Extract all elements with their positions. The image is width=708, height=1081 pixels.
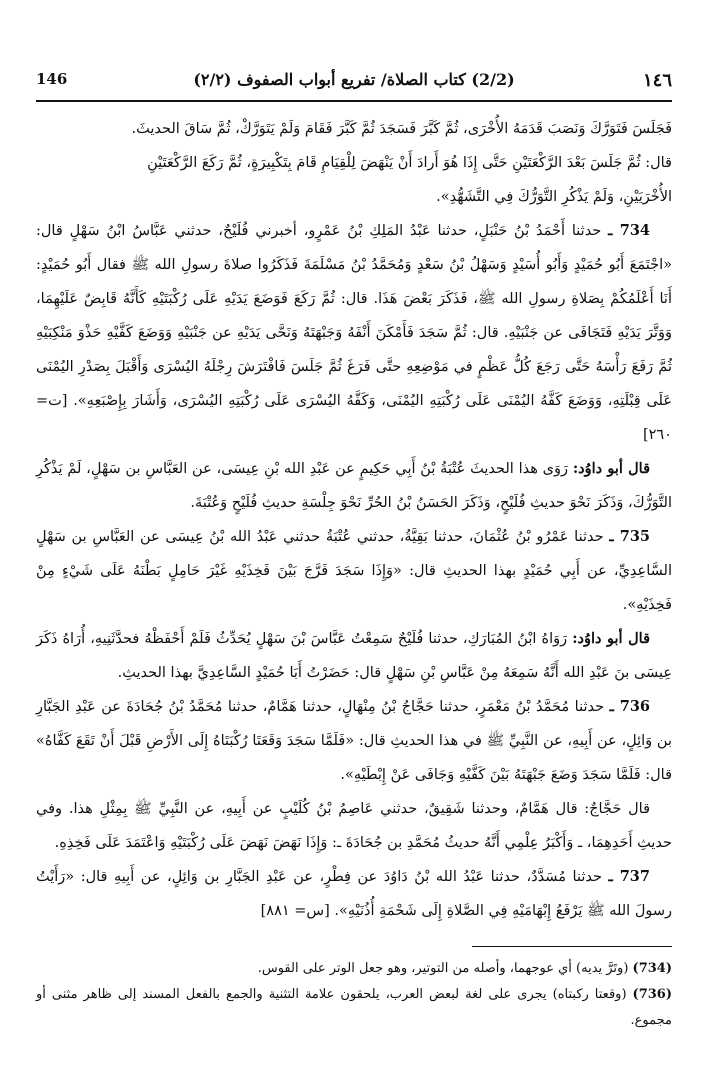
page-number-arabic: ١٤٦ <box>642 70 672 91</box>
page-number-latin: 146 <box>36 70 68 88</box>
hadith-737 <box>36 860 672 928</box>
hadith-number: 734 ـ <box>608 222 651 239</box>
running-title: (2/2) كتاب الصلاة/ تفريع أبواب الصفوف (٢/٢) <box>193 70 515 89</box>
hadith-text: حدثنا مُحَمَّدُ بْنُ مَعْمَرٍ، حدثنا حَجَّاجُ بْنُ مِنْهَالٍ، حدثنا هَمَّامٌ، حدثنا مُحَمَّدُ بْنُ جُحَادَةَ عن عَبْدِ الجَبَّارِ بن وَائِلٍ، عن أَبِيهِ، عن النَّبِيِّ ﷺ في هذا الحديثِ قال: «فَلَمَّا سَجَدَ وَقَعَتَا رُكْبَتَاهُ إِلَى الأَرْضِ قَبْلَ أَنْ تَقَعَ كَفَّاهُ» قال: فَلَمَّا سَجَدَ وَضَعَ جَبْهَتَهُ بَيْنَ كَفَّيْهِ وَجَافَى عَنْ إِبْطَيْهِ». <box>36 699 672 783</box>
hadith-736 <box>36 690 672 792</box>
text-line: الأُخْرَيَيْنِ، وَلَمْ يَذْكُرِ التَّوَرُّكَ فِي التَّشَهُّدِ». <box>436 189 672 205</box>
hadith-735 <box>36 520 672 622</box>
text-line: فَجَلَسَ فَتَوَرَّكَ وَنَصَبَ قَدَمَهُ الأُخْرَى، ثُمَّ كَبَّرَ فَسَجَدَ ثُمَّ كَبَّرَ فَقَامَ وَلَمْ يَتَوَرَّكْ، ثُمَّ سَاقَ الحديثَ. <box>131 121 672 137</box>
hadith-text: حدثنا عَمْرُو بْنُ عُثْمَانَ، حدثنا بَقِيَّةُ، حدثني عُتْبَةُ حدثني عَبْدُ الله بْنُ عِيسَى عن العَبَّاسِ بن سَهْلٍ السَّاعِدِيِّ، عن أَبِي حُمَيْدٍ بهذا الحديثِ قال: «وَإِذَا سَجَدَ فَرَّجَ بَيْنَ فَخِذَيْهِ غَيْرَ حَامِلٍ بَطْنَهُ عَلَى شَيْءٍ مِنْ فَخِذَيْهِ». <box>36 529 672 613</box>
note-label: قال أبو داوُد: <box>572 460 651 477</box>
hadith-number: 736 ـ <box>609 698 651 715</box>
footnote-text: (وقعتا ركبتاه) يجرى على لغة لبعض العرب، يلحقون علامة التثنية والجمع بالفعل المسند إلى ظاهر مثنى أو مجموع. <box>36 987 672 1028</box>
footnote-divider <box>472 946 672 947</box>
hadith-number: 737 ـ <box>608 868 650 885</box>
hadith-text: حدثنا مُسَدَّدٌ، حدثنا عَبْدُ الله بْنُ دَاوُدَ عن فِطْرٍ، عن عَبْدِ الجَبَّارِ بن وَائِلٍ، عن أَبِيهِ قال: «رَأَيْتُ رسولَ الله ﷺ يَرْفَعُ إِبْهَامَيْهِ فِي الصَّلاةِ إِلَى شَحْمَةِ أُذُنَيْهِ». [س= ٨٨١] <box>36 869 672 919</box>
note-text: رَوَاهُ ابْنُ المُبَارَكِ، حدثنا فُلَيْحٌ سَمِعْتُ عَبَّاسَ بْنَ سَهْلٍ يُحَدِّثُ فَلَمْ أَحْفَظْهُ فحدَّثَنِيهِ، أُرَاهُ ذَكَرَ عِيسَى بنَ عَبْدِ الله أَنَّهُ سَمِعَهُ مِنْ عَبَّاسِ بْنِ سَهْلٍ قال: حَضَرْتُ أَبَا حُمَيْدٍ السَّاعِدِيَّ بهذا الحديثِ. <box>36 631 672 681</box>
footnote-text: (وتَرَّ يديه) أي عوجهما، وأصله من التوتير، وهو جعل الوتر على القوس. <box>257 961 629 976</box>
footnote-number: (736) <box>632 987 672 1002</box>
hadith-734 <box>36 214 672 452</box>
note-label: قال أبو داوُد: <box>572 630 650 647</box>
footnote-734 <box>36 956 672 982</box>
abu-dawud-note-2 <box>36 622 672 690</box>
footnote-736 <box>36 982 672 1034</box>
note-text: قال حَجَّاجٌ: قال هَمَّامٌ، وحدثنا شَقِيقٌ، حدثني عَاصِمُ بْنُ كُلَيْبٍ عن أَبِيهِ، عن النَّبِيِّ ﷺ بِمِثْلِ هذا. وفي حديثِ أَحَدِهِمَا، ـ وَأَكْبَرُ عِلْمِي أَنَّهُ حديثُ مُحَمَّدِ بن جُحَادَةَ ـ: وَإِذَا نَهَضَ نَهَضَ عَلَى رُكْبَتَيْهِ وَاعْتَمَدَ عَلَى فَخِذِهِ. <box>36 801 672 851</box>
main-text <box>36 112 672 928</box>
hadith-text: حدثنا أَحْمَدُ بْنُ حَنْبَلٍ، حدثنا عَبْدُ المَلِكِ بْنُ عَمْرٍو، أخبرني فُلَيْحٌ، حدثني عَبَّاسُ ابْنُ سَهْلٍ قال: «اجْتَمَعَ أَبُو حُمَيْدٍ وَأَبُو أُسَيْدٍ وَسَهْلُ بْنُ سَعْدٍ وَمُحَمَّدُ بْنُ مَسْلَمَةَ فَذَكَرُوا صلاةَ رسولِ الله ﷺ فقال أَبُو حُمَيْدٍ: أَنَا أَعْلَمُكُمْ بِصَلاةِ رسولِ الله ﷺ، فَذَكَرَ بَعْضَ هَذَا. قال: ثُمَّ رَكَعَ فَوَضَعَ يَدَيْهِ عَلَى رُكْبَتَيْهِ كَأَنَّهُ قَابِضٌ عَلَيْهِمَا، وَوَتَّرَ يَدَيْهِ فَتَجَافَى عن جَنْبَيْهِ. قال: ثُمَّ سَجَدَ فَأَمْكَنَ أَنْفَهُ وَجَبْهَتَهُ وَنَحَّى يَدَيْهِ عن جَنْبَيْهِ وَوَضَعَ كَفَّيْهِ حَذْوَ مَنْكِبَيْهِ ثُمَّ رَفَعَ رَأْسَهُ حَتَّى رَجَعَ كُلُّ عَظْمٍ في مَوْضِعِهِ حتَّى فَرَغَ ثُمَّ جَلَسَ فَافْتَرَشَ رِجْلَهُ اليُسْرَى وَأَقْبَلَ بِصَدْرِ اليُمْنَى عَلَى قِبْلَتِهِ، وَوَضَعَ كَفَّهُ اليُمْنَى عَلَى رُكْبَتِهِ اليُمْنَى، وَكَفَّهُ اليُسْرَى عَلَى رُكْبَتِهِ اليُسْرَى، وَأَشَارَ بِإِصْبَعِهِ». [ت= ٢٦٠] <box>36 223 672 443</box>
hadith-number: 735 ـ <box>609 528 651 545</box>
note-text: رَوَى هذا الحديثَ عُتْبَةُ بْنُ أَبِي حَكِيمٍ عن عَبْدِ الله بْنِ عِيسَى، عن العَبَّاسِ بن سَهْلٍ، لَمْ يَذْكُرِ التَّوَرُّكَ، وَذَكَرَ نَحْوَ حديثِ فُلَيْحٍ، وَذَكَرَ الحَسَنُ بْنُ الحُرِّ نَحْوَ جِلْسَةِ حديثِ فُلَيْحٍ وَعُتْبَةَ. <box>36 461 672 511</box>
hajjaj-note <box>36 792 672 860</box>
paragraph-continuation <box>36 112 672 214</box>
footnotes <box>36 956 672 1034</box>
text-line: قال: ثُمَّ جَلَسَ بَعْدَ الرَّكْعَتَيْنِ حَتَّى إِذَا هُوَ أَرادَ أَنْ يَنْهَضَ لِلْقِيَامِ قَامَ بِتَكْبِيرَةٍ، ثُمَّ رَكَعَ الرَّكْعَتَيْنِ <box>147 155 672 171</box>
page-header <box>36 66 672 102</box>
footnote-number: (734) <box>632 961 672 976</box>
abu-dawud-note-1 <box>36 452 672 520</box>
